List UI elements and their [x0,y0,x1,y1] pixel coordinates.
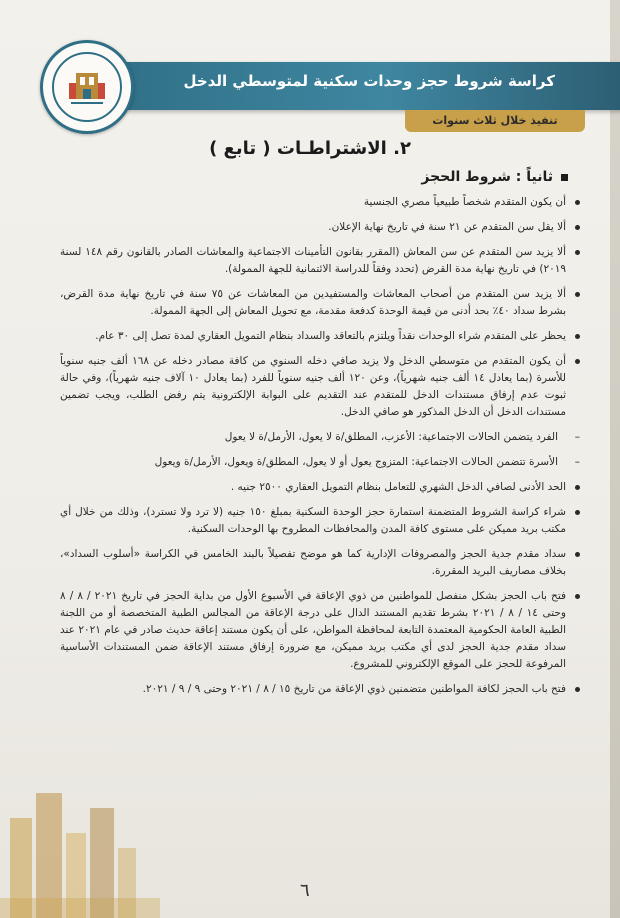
bullet-icon [575,594,580,599]
list-item-text: شراء كراسة الشروط المتضمنة استمارة حجز الوحدة السكنية بمبلغ ١٥٠ جنيه (لا ترد ولا تسترد)، وذلك من خلال أي مكتب بريد مميكن على مستوى كافة المدن والمحافظات المطروح بها الوحدات السكنية. [60,506,566,535]
list-item [60,353,580,421]
bullet-icon [575,687,580,692]
section-title: ٢. الاشتراطـات ( تابع ) [209,138,411,159]
list-item-text: الأسرة تتضمن الحالات الاجتماعية: المتزوج يعول أو لا يعول، المطلق/ة ويعول، الأرمل/ة ويعول [154,456,558,468]
list-item [60,479,580,496]
list-item-text: أن يكون المتقدم من متوسطي الدخل ولا يزيد صافي دخله السنوي من كافة مصادر دخله عن ١٦٨ ألف جنيه سنوياً للأسرة (بما يعادل ١٤ ألف جنيه شهرياً)، وعن ١٢٠ ألف جنيه سنوياً للفرد (بما يعادل ١٠ آلاف جنيه شهرياً)، وفي حالة ثبوت عدم إرفاق مستندات الدخل للمتقدم عند التقديم على البوابة الإلكترونية يتم رفض الطلب، ويجب تضمين مستندات الدخل أن الدخل المذكور هو صافي الدخل. [60,355,567,418]
list-item [60,588,580,673]
list-item-text: ألا يقل سن المتقدم عن ٢١ سنة في تاريخ نهاية الإعلان. [328,221,566,233]
bullet-icon [575,250,580,255]
bullet-icon [575,359,580,364]
sub-list-item [60,429,580,446]
square-bullet-icon [561,174,568,181]
list-item [60,194,580,211]
list-item [60,328,580,345]
list-item-text: يحظر على المتقدم شراء الوحدات نقداً ويلتزم بالتعاقد والسداد بنظام التمويل العقاري لمدة تصل إلى ٣٠ عام. [95,330,566,342]
conditions-list [60,194,580,706]
bullet-icon [575,510,580,515]
list-item [60,546,580,580]
list-item-text: فتح باب الحجز بشكل منفصل للمواطنين من ذوي الإعاقة في الأسبوع الأول من بداية الحجز في تاريخ ٢٠٢١ / ٨ / ٨ وحتى ١٤ / ٨ / ٢٠٢١ بشرط تقديم المستند الدال على درجة الإعاقة من المجالس الطبية المتخصصة أو من اللجنة الطبية العامة الحكومية المعتمدة التابعة لمحافظة المواطن، على أن يكون مستند إعاقة حديث صادر في عام ٢٠٢١ عند سداد مقدم جدية الحجز لدى أي مكتب بريد مميكن، مع ضرورة إرفاق مستند الإعاقة ضمن المستندات الأساسية المرفوعة للحجز على الموقع الإلكتروني للمشروع. [60,590,567,670]
list-item [60,286,580,320]
fund-logo [40,40,134,134]
bullet-icon [575,200,580,205]
bullet-icon [575,552,580,557]
list-item-text: فتح باب الحجز لكافة المواطنين متضمنين ذوي الإعاقة من تاريخ ١٥ / ٨ / ٢٠٢١ وحتى ٩ / ٩ / ٢٠٢١. [142,683,566,695]
header-banner [95,62,620,110]
list-item-text: الحد الأدنى لصافي الدخل الشهري للتعامل بنظام التمويل العقاري ٢٥٠٠ جنيه . [230,481,566,493]
list-item-text: سداد مقدم جدية الحجز والمصروفات الإدارية كما هو موضح تفصيلاً بالبند الخامس في الكراسة «أسلوب السداد»، بخلاف مصاريف البريد المقررة. [60,548,566,577]
emblem-icon [43,43,131,131]
dash-marker: – [574,456,580,468]
page-number: ٦ [300,880,310,901]
list-item [60,681,580,698]
dash-marker: – [574,431,580,443]
list-item [60,244,580,278]
list-item [60,219,580,236]
bullet-icon [575,292,580,297]
skyline-decoration [0,778,160,918]
header-title: كراسة شروط حجز وحدات سكنية لمتوسطي الدخل [183,72,555,90]
bullet-icon [575,334,580,339]
list-item-text: ألا يزيد سن المتقدم عن سن المعاش (المقرر بقانون التأمينات الاجتماعية والمعاشات الصادر بالقانون رقم ١٤٨ لسنة ٢٠١٩) في تاريخ نهاية مدة القرض (تحدد وفقاً للدراسة الائتمانية للجهة الممولة). [60,246,567,275]
header-subtitle: تنفيذ خلال ثلاث سنوات [405,110,585,132]
list-item-text: أن يكون المتقدم شخصاً طبيعياً مصري الجنسية [363,196,566,208]
bullet-icon [575,225,580,230]
list-item [60,504,580,538]
list-item-text: ألا يزيد سن المتقدم من أصحاب المعاشات والمستفيدين من المعاشات عن ٧٥ سنة في تاريخ نهاية مدة القرض، بشرط سداد ٤٠٪ بحد أدنى من قيمة الوحدة كدفعة مقدمة، مع تحويل المعاش إلى الجهة الممولة. [60,288,566,317]
subsection-heading: ثانياً : شروط الحجز [421,169,568,185]
sub-list-item [60,454,580,471]
list-item-text: الفرد يتضمن الحالات الاجتماعية: الأعزب، المطلق/ة لا يعول، الأرمل/ة لا يعول [224,431,558,443]
bullet-icon [575,485,580,490]
